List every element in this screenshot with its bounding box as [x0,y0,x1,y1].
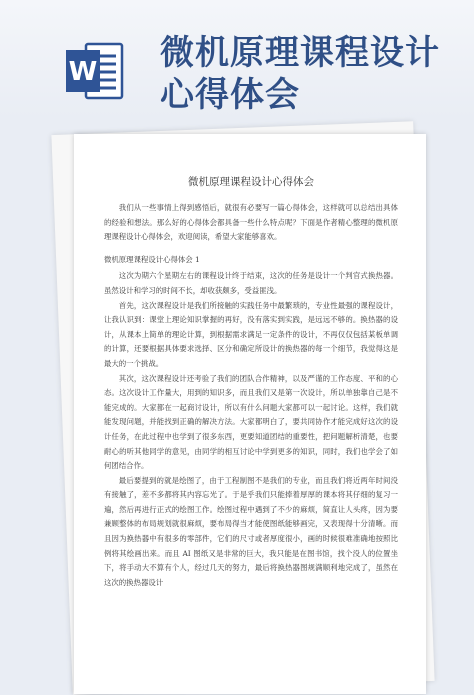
word-icon [66,40,124,102]
word-icon-letter: W [68,57,98,87]
body-paragraph: 首先，这次课程设计是我们所接触的实践任务中最繁琐的，专业性最强的课程设计，让我认识到：课堂上理论知识掌握的再好，没有落实到实践，是远远不够的。换热器的设计，从课本上简单的理论计算，到根据需求满足一定条件的设计，不再仅仅包括某板单调的计算，还要根据具体要求选择、区分和确定所设计的换热器的每一个细节，我觉得这是最大的一个挑战。 [104,300,398,368]
section-heading: 微机原理课程设计心得体会 1 [104,254,200,264]
document-page [74,134,426,694]
document-title: 微机原理课程设计心得体会 [188,176,314,188]
page-title: 微机原理课程设计心得体会 [160,33,440,115]
body-paragraph: 其次，这次课程设计还考验了我们的团队合作精神，以及严谨的工作态度、平和的心态。这次设计工作量大，用到的知识多，而且我们又是第一次设计，所以单独靠自己是不能完成的。大家都在一起商讨设计，所以有什么问题大家都可以一起讨论。这样，我们就能发现问题，并能找到正确的解决方法。大家都明白了，要共同协作才能完成好这次的设计任务，在此过程中也学到了很多东西，更要知道团结的重要性，把问题解析清楚，也要耐心的听其他同学的意见，由同学的相互讨论中学到更多的知识，同时，我们也学会了如何团结合作。 [104,373,398,471]
intro-paragraph: 我们从一些事情上得到感悟后，就很有必要写一篇心得体会，这样就可以总结出具体的经验和想法。那么好的心得体会都具备一些什么特点呢？下面是作者精心整理的微机原理课程设计心得体会，欢迎阅读，希望大家能够喜欢。 [104,203,398,242]
body-paragraph: 最后要提到的就是绘图了，由于工程制图不是我们的专业，而且我们将近两年时间没有接触了，差不多都将其内容忘光了。于是乎我们只能捧着厚厚的课本将其仔细的复习一遍，然后再进行正式的绘图工作。绘图过程中遇到了不少的麻烦，简直让人头疼，因为要兼顾整体的布局规划就很麻烦，要布局得当才能使图纸能够画完，又表现得十分清晰。而且因为换热器中有很多的零部件，它们的尺寸或者厚度很小，画的时候很难准确地按照比例将其绘画出来。而且 AI 图纸又是非常的巨大，我只能是在图书馆，找个没人的位置坐下，将手动大不算有个人，经过几天的努力，最后将换热器图规满顺利地完成了，虽然在这次的换热器设计 [104,475,398,587]
body-paragraph: 这次为期六个星期左右的课程设计终于结束，这次的任务是设计一个判官式换热器。虽然设计和学习的时间不长，却收获颇多，受益匪浅。 [104,271,398,295]
